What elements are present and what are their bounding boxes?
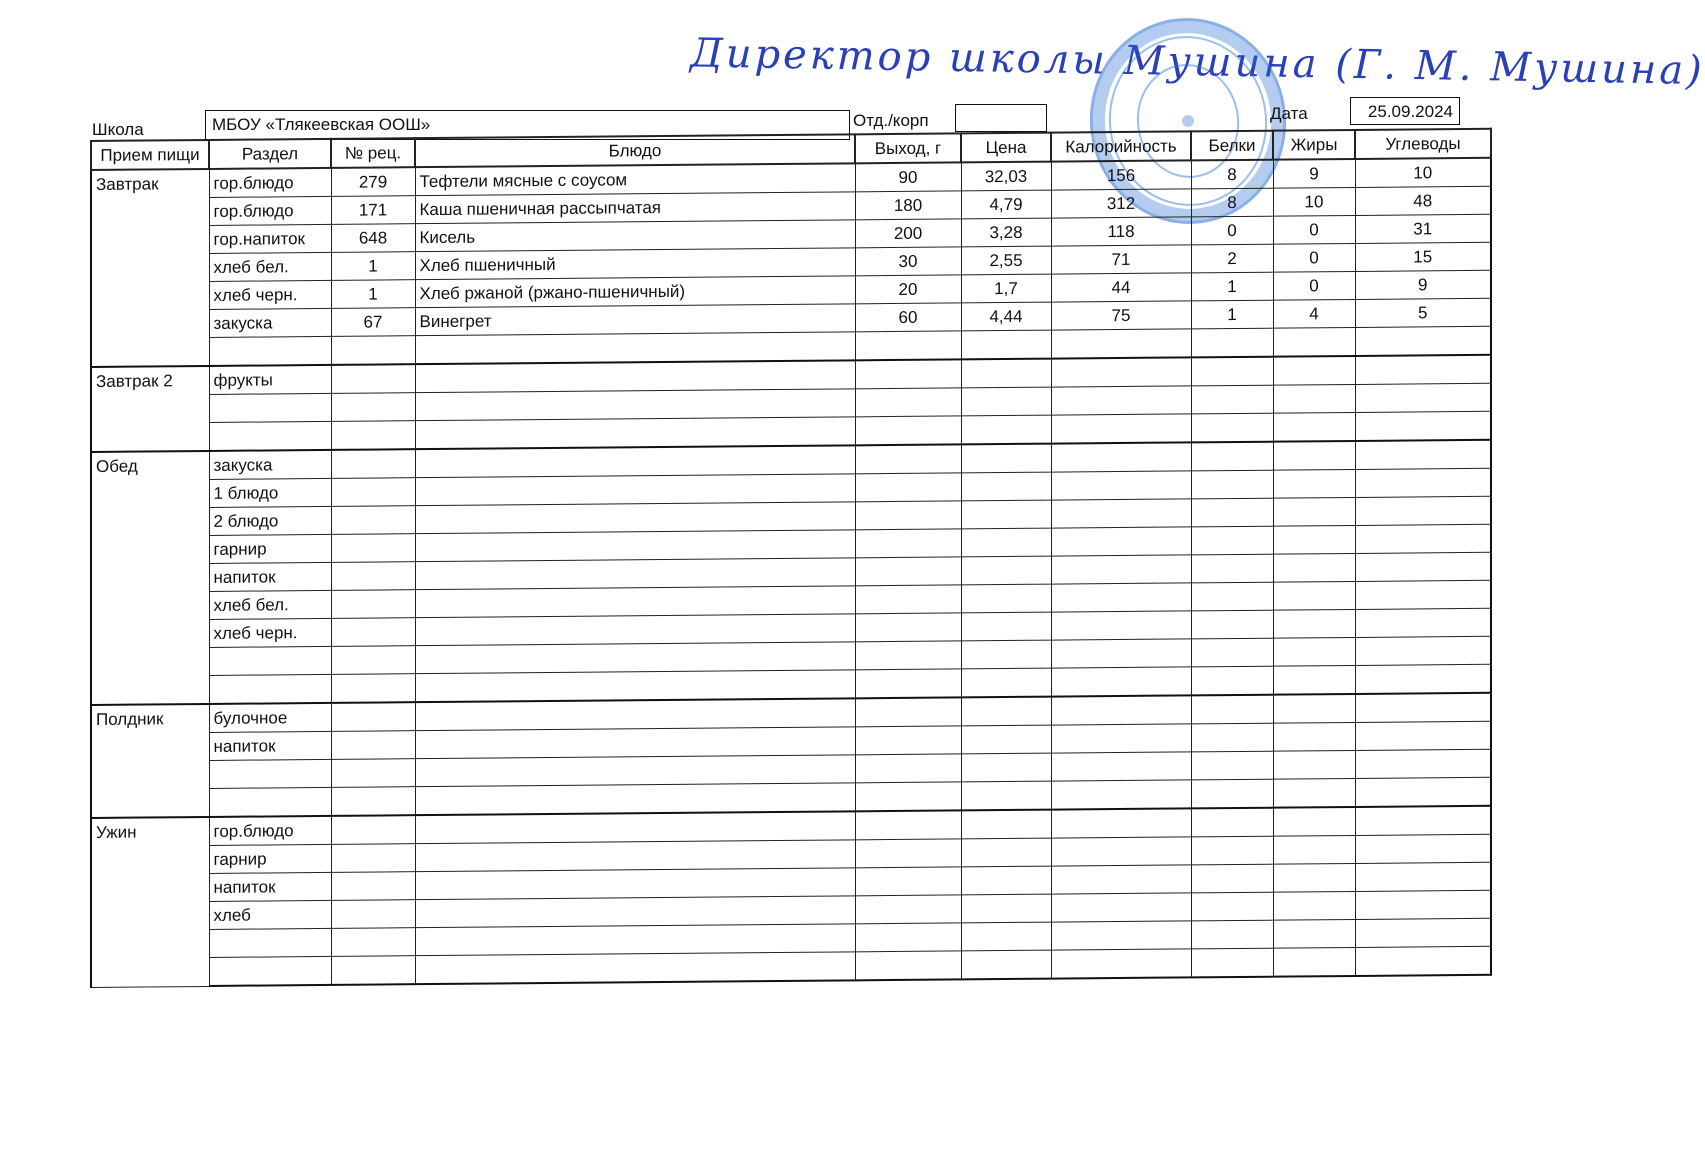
cell-section[interactable]: хлеб бел. <box>209 252 331 281</box>
cell-fat[interactable] <box>1273 327 1355 356</box>
cell-carbs[interactable] <box>1355 806 1491 836</box>
col-header-protein: Белки <box>1191 131 1273 161</box>
cell-price[interactable] <box>961 866 1051 895</box>
cell-protein[interactable] <box>1191 442 1273 471</box>
cell-protein[interactable] <box>1191 328 1273 357</box>
cell-output[interactable] <box>855 529 961 558</box>
cell-carbs[interactable] <box>1355 468 1491 497</box>
cell-price[interactable] <box>961 810 1051 839</box>
cell-carbs[interactable] <box>1355 524 1491 553</box>
cell-dish[interactable] <box>415 474 855 506</box>
cell-protein[interactable] <box>1191 864 1273 893</box>
cell-protein[interactable] <box>1191 498 1273 527</box>
col-header-meal: Прием пищи <box>91 140 209 170</box>
cell-section[interactable]: гор.блюдо <box>209 168 331 198</box>
cell-price[interactable] <box>961 725 1051 754</box>
cell-carbs[interactable] <box>1355 890 1491 919</box>
cell-section[interactable]: 1 блюдо <box>209 478 331 507</box>
cell-kcal[interactable] <box>1051 471 1191 500</box>
cell-recipe[interactable] <box>331 702 415 731</box>
cell-fat[interactable] <box>1273 637 1355 666</box>
date-field[interactable]: 25.09.2024 <box>1350 97 1460 125</box>
cell-price[interactable] <box>961 922 1051 951</box>
cell-recipe[interactable]: 171 <box>331 196 415 225</box>
cell-recipe[interactable] <box>331 928 415 957</box>
cell-section[interactable] <box>209 956 331 986</box>
cell-fat[interactable] <box>1273 694 1355 723</box>
cell-output[interactable] <box>855 867 961 896</box>
cell-carbs[interactable]: 9 <box>1355 270 1491 299</box>
cell-output[interactable] <box>855 444 961 473</box>
cell-dish[interactable] <box>415 332 855 364</box>
cell-section[interactable]: гарнир <box>209 534 331 563</box>
cell-recipe[interactable] <box>331 449 415 478</box>
cell-protein[interactable] <box>1191 666 1273 695</box>
cell-carbs[interactable] <box>1355 326 1491 356</box>
cell-fat[interactable]: 9 <box>1273 159 1355 188</box>
cell-output[interactable] <box>855 359 961 388</box>
cell-kcal[interactable] <box>1051 667 1191 697</box>
cell-protein[interactable]: 8 <box>1191 160 1273 189</box>
cell-protein[interactable]: 8 <box>1191 188 1273 217</box>
meal-name-cell: Ужин <box>91 817 209 987</box>
cell-protein[interactable] <box>1191 751 1273 780</box>
cell-fat[interactable] <box>1273 469 1355 498</box>
cell-section[interactable]: гор.блюдо <box>209 816 331 846</box>
cell-carbs[interactable] <box>1355 355 1491 385</box>
cell-carbs[interactable]: 48 <box>1355 186 1491 215</box>
meal-name-cell: Полдник <box>91 704 209 818</box>
meal-name-cell: Завтрак 2 <box>91 366 209 452</box>
cell-section[interactable]: хлеб черн. <box>209 280 331 309</box>
cell-carbs[interactable] <box>1355 749 1491 778</box>
cell-price[interactable]: 3,28 <box>961 218 1051 247</box>
cell-price[interactable] <box>961 894 1051 923</box>
cell-price[interactable] <box>961 668 1051 697</box>
school-field[interactable]: МБОУ «Тлякеевская ООШ» <box>205 110 850 140</box>
cell-dish[interactable] <box>415 417 855 449</box>
cell-kcal[interactable] <box>1051 921 1191 950</box>
cell-dish[interactable] <box>415 924 855 956</box>
cell-price[interactable]: 4,79 <box>961 190 1051 219</box>
cell-section[interactable] <box>209 336 331 366</box>
cell-fat[interactable] <box>1273 807 1355 836</box>
cell-recipe[interactable] <box>331 731 415 760</box>
cell-recipe[interactable] <box>331 562 415 591</box>
cell-recipe[interactable] <box>331 900 415 929</box>
cell-price[interactable] <box>961 472 1051 501</box>
cell-kcal[interactable] <box>1051 555 1191 584</box>
cell-recipe[interactable] <box>331 590 415 619</box>
cell-section[interactable]: фрукты <box>209 365 331 395</box>
cell-carbs[interactable] <box>1355 946 1491 976</box>
cell-recipe[interactable] <box>331 956 415 985</box>
cell-dish[interactable] <box>415 502 855 534</box>
cell-carbs[interactable] <box>1355 383 1491 412</box>
cell-fat[interactable] <box>1273 863 1355 892</box>
cell-recipe[interactable]: 67 <box>331 308 415 337</box>
cell-kcal[interactable] <box>1051 949 1191 979</box>
col-header-output: Выход, г <box>855 133 961 163</box>
cell-fat[interactable] <box>1273 919 1355 948</box>
cell-output[interactable] <box>855 641 961 670</box>
cell-recipe[interactable] <box>331 787 415 816</box>
cell-carbs[interactable]: 31 <box>1355 214 1491 243</box>
cell-kcal[interactable]: 44 <box>1051 273 1191 302</box>
cell-output[interactable] <box>855 557 961 586</box>
cell-fat[interactable] <box>1273 384 1355 413</box>
cell-protein[interactable] <box>1191 638 1273 667</box>
cell-price[interactable] <box>961 387 1051 416</box>
cell-output[interactable] <box>855 782 961 811</box>
col-header-section: Раздел <box>209 139 331 169</box>
cell-carbs[interactable] <box>1355 777 1491 807</box>
cell-output[interactable] <box>855 613 961 642</box>
cell-protein[interactable] <box>1191 526 1273 555</box>
cell-dish[interactable] <box>415 727 855 759</box>
cell-output[interactable] <box>855 585 961 614</box>
cell-kcal[interactable] <box>1051 527 1191 556</box>
cell-output[interactable] <box>855 839 961 868</box>
cell-price[interactable] <box>961 330 1051 359</box>
cell-output[interactable] <box>855 331 961 360</box>
cell-recipe[interactable] <box>331 534 415 563</box>
director-signature: Директор школы Мушина (Г. М. Мушина) <box>689 30 1705 95</box>
cell-dish[interactable] <box>415 558 855 590</box>
cell-fat[interactable] <box>1273 665 1355 694</box>
cell-protein[interactable] <box>1191 723 1273 752</box>
cell-price[interactable]: 2,55 <box>961 246 1051 275</box>
cell-dish[interactable] <box>415 783 855 815</box>
cell-kcal[interactable]: 118 <box>1051 217 1191 246</box>
cell-dish[interactable] <box>415 698 855 730</box>
cell-output[interactable] <box>855 726 961 755</box>
cell-recipe[interactable] <box>331 506 415 535</box>
col-header-calories: Калорийность <box>1051 131 1191 161</box>
cell-kcal[interactable] <box>1051 386 1191 415</box>
cell-price[interactable] <box>961 444 1051 473</box>
cell-section[interactable] <box>209 787 331 817</box>
cell-output[interactable] <box>855 895 961 924</box>
menu-table <box>90 128 1492 988</box>
cell-recipe[interactable] <box>331 674 415 703</box>
col-header-fat: Жиры <box>1273 130 1355 160</box>
cell-protein[interactable] <box>1191 920 1273 949</box>
cell-price[interactable] <box>961 640 1051 669</box>
cell-carbs[interactable] <box>1355 862 1491 891</box>
cell-price[interactable] <box>961 838 1051 867</box>
cell-protein[interactable] <box>1191 357 1273 386</box>
cell-protein[interactable] <box>1191 470 1273 499</box>
cell-dish[interactable] <box>415 642 855 674</box>
cell-section[interactable] <box>209 928 331 957</box>
cell-fat[interactable]: 10 <box>1273 187 1355 216</box>
cell-fat[interactable] <box>1273 441 1355 470</box>
table-body <box>91 158 1491 987</box>
cell-fat[interactable] <box>1273 581 1355 610</box>
cell-dish[interactable] <box>415 530 855 562</box>
cell-kcal[interactable] <box>1051 639 1191 668</box>
cell-kcal[interactable] <box>1051 695 1191 725</box>
col-header-dish: Блюдо <box>415 134 855 167</box>
cell-output[interactable] <box>855 754 961 783</box>
cell-carbs[interactable] <box>1355 440 1491 470</box>
cell-protein[interactable] <box>1191 836 1273 865</box>
cell-fat[interactable] <box>1273 722 1355 751</box>
cell-section[interactable]: хлеб <box>209 900 331 929</box>
dept-label: Отд./корп <box>853 111 929 130</box>
cell-section[interactable]: гор.напиток <box>209 224 331 253</box>
cell-kcal[interactable] <box>1051 808 1191 838</box>
dept-field[interactable] <box>955 104 1047 132</box>
cell-carbs[interactable] <box>1355 693 1491 723</box>
cell-section[interactable]: гарнир <box>209 844 331 873</box>
cell-protein[interactable] <box>1191 695 1273 724</box>
cell-kcal[interactable] <box>1051 357 1191 387</box>
cell-carbs[interactable] <box>1355 608 1491 637</box>
cell-price[interactable]: 4,44 <box>961 302 1051 331</box>
cell-kcal[interactable] <box>1051 499 1191 528</box>
cell-kcal[interactable] <box>1051 442 1191 472</box>
cell-fat[interactable] <box>1273 497 1355 526</box>
cell-fat[interactable] <box>1273 553 1355 582</box>
cell-recipe[interactable]: 1 <box>331 280 415 309</box>
cell-fat[interactable] <box>1273 947 1355 976</box>
cell-carbs[interactable] <box>1355 580 1491 609</box>
cell-carbs[interactable] <box>1355 636 1491 665</box>
cell-fat[interactable] <box>1273 891 1355 920</box>
cell-section[interactable] <box>209 393 331 422</box>
cell-price[interactable] <box>961 697 1051 726</box>
cell-recipe[interactable]: 648 <box>331 224 415 253</box>
cell-price[interactable] <box>961 612 1051 641</box>
cell-section[interactable]: закуска <box>209 308 331 337</box>
cell-output[interactable]: 30 <box>855 247 961 276</box>
cell-protein[interactable]: 1 <box>1191 272 1273 301</box>
cell-recipe[interactable] <box>331 336 415 365</box>
cell-kcal[interactable] <box>1051 414 1191 444</box>
cell-dish[interactable] <box>415 445 855 477</box>
cell-price[interactable] <box>961 359 1051 388</box>
cell-fat[interactable] <box>1273 356 1355 385</box>
cell-section[interactable]: закуска <box>209 450 331 480</box>
cell-kcal[interactable] <box>1051 837 1191 866</box>
cell-price[interactable] <box>961 753 1051 782</box>
cell-recipe[interactable] <box>331 759 415 788</box>
cell-price[interactable] <box>961 584 1051 613</box>
cell-section[interactable]: булочное <box>209 703 331 733</box>
cell-dish[interactable] <box>415 586 855 618</box>
col-header-recipe: № рец. <box>331 138 415 168</box>
cell-output[interactable]: 90 <box>855 162 961 191</box>
cell-dish[interactable] <box>415 811 855 843</box>
cell-protein[interactable] <box>1191 808 1273 837</box>
cell-price[interactable] <box>961 950 1051 979</box>
cell-section[interactable]: хлеб бел. <box>209 590 331 619</box>
cell-output[interactable]: 20 <box>855 275 961 304</box>
col-header-price: Цена <box>961 133 1051 163</box>
cell-carbs[interactable] <box>1355 411 1491 441</box>
cell-recipe[interactable] <box>331 872 415 901</box>
cell-output[interactable] <box>855 388 961 417</box>
cell-carbs[interactable] <box>1355 664 1491 694</box>
cell-kcal[interactable] <box>1051 611 1191 640</box>
cell-kcal[interactable]: 75 <box>1051 301 1191 330</box>
cell-output[interactable] <box>855 810 961 839</box>
cell-fat[interactable]: 0 <box>1273 215 1355 244</box>
cell-recipe[interactable] <box>331 364 415 393</box>
cell-protein[interactable] <box>1191 385 1273 414</box>
cell-recipe[interactable] <box>331 421 415 450</box>
cell-carbs[interactable] <box>1355 918 1491 947</box>
cell-recipe[interactable] <box>331 844 415 873</box>
cell-protein[interactable]: 1 <box>1191 300 1273 329</box>
cell-dish[interactable]: Кисель <box>415 220 855 252</box>
cell-output[interactable]: 200 <box>855 219 961 248</box>
cell-kcal[interactable] <box>1051 752 1191 781</box>
cell-section[interactable]: хлеб черн. <box>209 618 331 647</box>
cell-protein[interactable]: 2 <box>1191 244 1273 273</box>
cell-fat[interactable] <box>1273 525 1355 554</box>
date-label: Дата <box>1270 104 1308 123</box>
cell-kcal[interactable]: 312 <box>1051 189 1191 218</box>
cell-price[interactable] <box>961 500 1051 529</box>
meal-name-cell: Завтрак <box>91 169 209 367</box>
cell-recipe[interactable]: 279 <box>331 167 415 196</box>
cell-section[interactable]: напиток <box>209 562 331 591</box>
cell-protein[interactable]: 0 <box>1191 216 1273 245</box>
cell-protein[interactable] <box>1191 582 1273 611</box>
cell-dish[interactable] <box>415 840 855 872</box>
cell-kcal[interactable]: 71 <box>1051 245 1191 274</box>
cell-section[interactable]: напиток <box>209 731 331 760</box>
cell-fat[interactable]: 4 <box>1273 299 1355 328</box>
cell-output[interactable]: 60 <box>855 303 961 332</box>
cell-section[interactable]: напиток <box>209 872 331 901</box>
cell-output[interactable]: 180 <box>855 191 961 220</box>
cell-output[interactable] <box>855 473 961 502</box>
cell-carbs[interactable] <box>1355 834 1491 863</box>
cell-dish[interactable]: Тефтели мясные с соусом <box>415 163 855 195</box>
cell-output[interactable] <box>855 416 961 445</box>
cell-protein[interactable] <box>1191 554 1273 583</box>
cell-dish[interactable]: Хлеб ржаной (ржано-пшеничный) <box>415 276 855 308</box>
cell-price[interactable]: 32,03 <box>961 162 1051 191</box>
cell-kcal[interactable] <box>1051 893 1191 922</box>
cell-carbs[interactable]: 10 <box>1355 158 1491 188</box>
cell-recipe[interactable] <box>331 393 415 422</box>
school-label: Школа <box>92 120 144 139</box>
cell-section[interactable]: 2 блюдо <box>209 506 331 535</box>
cell-recipe[interactable]: 1 <box>331 252 415 281</box>
cell-output[interactable] <box>855 951 961 980</box>
cell-dish[interactable] <box>415 868 855 900</box>
cell-kcal[interactable] <box>1051 583 1191 612</box>
cell-section[interactable] <box>209 674 331 704</box>
cell-recipe[interactable] <box>331 815 415 844</box>
cell-kcal[interactable] <box>1051 780 1191 810</box>
cell-fat[interactable] <box>1273 750 1355 779</box>
cell-dish[interactable]: Винегрет <box>415 304 855 336</box>
cell-protein[interactable] <box>1191 779 1273 808</box>
cell-recipe[interactable] <box>331 646 415 675</box>
cell-dish[interactable] <box>415 614 855 646</box>
cell-dish[interactable] <box>415 389 855 421</box>
cell-section[interactable] <box>209 421 331 451</box>
cell-kcal[interactable] <box>1051 865 1191 894</box>
cell-dish[interactable] <box>415 952 855 984</box>
cell-kcal[interactable] <box>1051 724 1191 753</box>
cell-section[interactable]: гор.блюдо <box>209 196 331 225</box>
cell-output[interactable] <box>855 697 961 726</box>
cell-dish[interactable] <box>415 896 855 928</box>
cell-output[interactable] <box>855 501 961 530</box>
cell-kcal[interactable] <box>1051 329 1191 359</box>
cell-price[interactable] <box>961 415 1051 444</box>
cell-dish[interactable] <box>415 670 855 702</box>
cell-output[interactable] <box>855 923 961 952</box>
cell-carbs[interactable] <box>1355 496 1491 525</box>
cell-fat[interactable]: 0 <box>1273 271 1355 300</box>
cell-dish[interactable]: Каша пшеничная рассыпчатая <box>415 192 855 224</box>
cell-dish[interactable]: Хлеб пшеничный <box>415 248 855 280</box>
cell-protein[interactable] <box>1191 610 1273 639</box>
cell-price[interactable] <box>961 556 1051 585</box>
col-header-carbs: Углеводы <box>1355 129 1491 159</box>
cell-fat[interactable] <box>1273 609 1355 638</box>
cell-output[interactable] <box>855 669 961 698</box>
cell-protein[interactable] <box>1191 892 1273 921</box>
cell-fat[interactable]: 0 <box>1273 243 1355 272</box>
cell-fat[interactable] <box>1273 412 1355 441</box>
cell-carbs[interactable]: 5 <box>1355 298 1491 327</box>
cell-carbs[interactable]: 15 <box>1355 242 1491 271</box>
cell-recipe[interactable] <box>331 478 415 507</box>
cell-fat[interactable] <box>1273 835 1355 864</box>
cell-price[interactable]: 1,7 <box>961 274 1051 303</box>
meal-name-cell: Обед <box>91 451 209 705</box>
cell-price[interactable] <box>961 528 1051 557</box>
cell-dish[interactable] <box>415 755 855 787</box>
cell-section[interactable] <box>209 646 331 675</box>
cell-recipe[interactable] <box>331 618 415 647</box>
cell-carbs[interactable] <box>1355 721 1491 750</box>
cell-protein[interactable] <box>1191 948 1273 977</box>
cell-carbs[interactable] <box>1355 552 1491 581</box>
cell-dish[interactable] <box>415 360 855 392</box>
cell-fat[interactable] <box>1273 778 1355 807</box>
cell-protein[interactable] <box>1191 413 1273 442</box>
cell-price[interactable] <box>961 781 1051 810</box>
cell-section[interactable] <box>209 759 331 788</box>
cell-kcal[interactable]: 156 <box>1051 160 1191 190</box>
